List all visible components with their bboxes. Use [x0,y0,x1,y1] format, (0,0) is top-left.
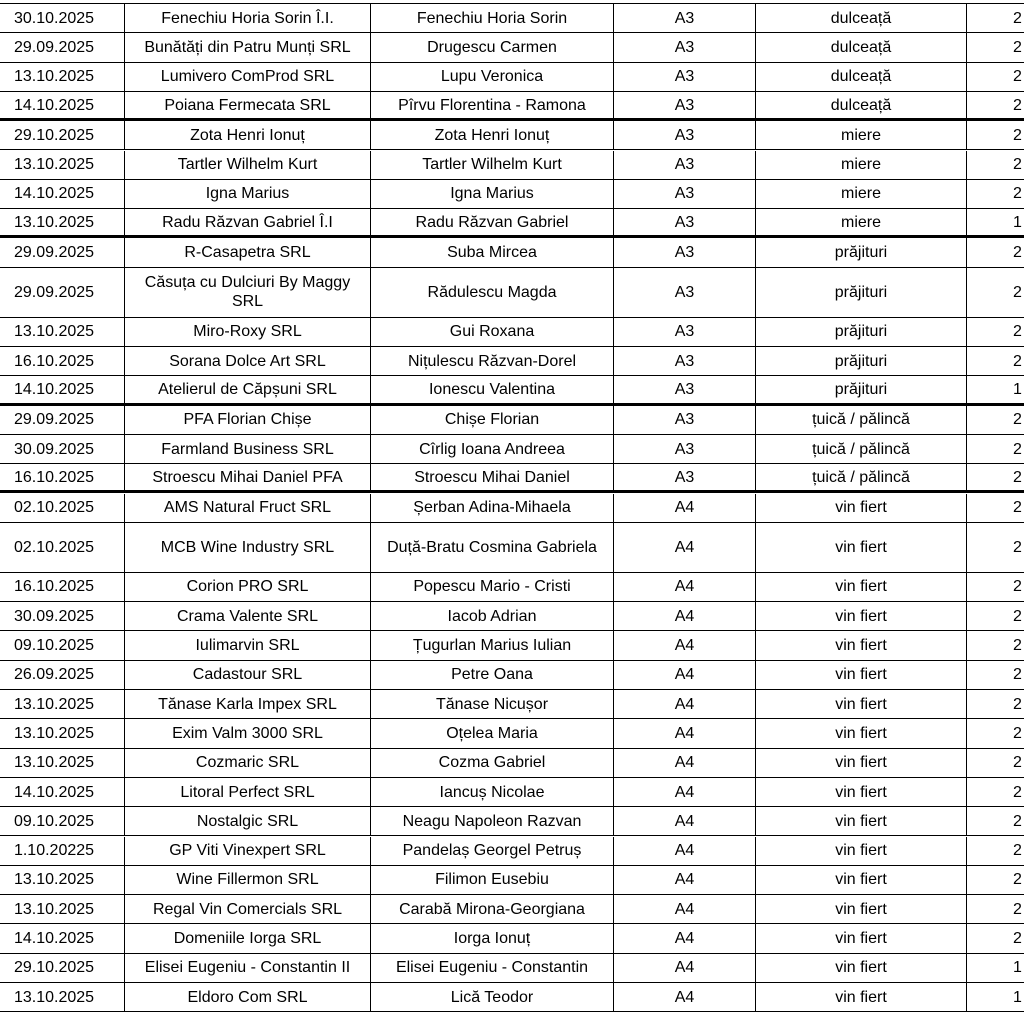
person-cell: Pandelaș Georgel Petruș [371,837,614,865]
company-cell: Cozmaric SRL [125,749,371,777]
company-cell: Bunătăți din Patru Munți SRL [125,33,371,61]
product-cell: dulceață [756,92,967,118]
quantity-cell: 2 [1013,283,1022,301]
category-cell: A4 [614,749,756,777]
product-cell: vin fiert [756,924,967,952]
category-cell: A4 [614,837,756,865]
product-cell: miere [756,151,967,179]
company-cell: Crama Valente SRL [125,602,371,630]
company-cell: GP Viti Vinexpert SRL [125,837,371,865]
table-row [0,983,1024,1012]
category-cell: A3 [614,268,756,317]
product-cell: miere [756,180,967,208]
product-cell: vin fiert [756,690,967,718]
person-cell: Lică Teodor [371,983,614,1011]
company-cell: Sorana Dolce Art SRL [125,347,371,375]
product-cell: vin fiert [756,523,967,572]
product-cell: vin fiert [756,807,967,835]
table-row [0,33,1024,62]
company-cell: Poiana Fermecata SRL [125,92,371,118]
company-cell: Stroescu Mihai Daniel PFA [125,464,371,490]
quantity-cell: 2 [1013,637,1022,655]
date-cell: 26.09.2025 [0,661,125,689]
date-cell: 13.10.2025 [0,983,125,1011]
product-cell: vin fiert [756,719,967,747]
product-cell: vin fiert [756,895,967,923]
product-cell: vin fiert [756,954,967,982]
category-cell: A4 [614,690,756,718]
date-cell: 29.09.2025 [0,406,125,434]
date-cell: 14.10.2025 [0,180,125,208]
quantity-cell: 1 [1013,380,1022,398]
category-cell: A4 [614,983,756,1011]
table-row [0,435,1024,464]
date-cell: 02.10.2025 [0,523,125,572]
quantity-cell: 2 [1013,871,1022,889]
product-cell: dulceață [756,33,967,61]
date-cell: 13.10.2025 [0,209,125,235]
quantity-cell: 2 [1013,411,1022,429]
date-cell: 02.10.2025 [0,494,125,522]
company-cell: Radu Răzvan Gabriel Î.I [125,209,371,235]
quantity-cell: 2 [1013,724,1022,742]
category-cell: A3 [614,376,756,402]
table-row [0,631,1024,660]
category-cell: A4 [614,573,756,601]
date-cell: 13.10.2025 [0,690,125,718]
person-cell: Drugescu Carmen [371,33,614,61]
category-cell: A3 [614,92,756,118]
category-cell: A4 [614,494,756,522]
quantity-cell: 2 [1013,156,1022,174]
product-cell: țuică / pălincă [756,435,967,463]
quantity-cell: 2 [1013,352,1022,370]
table-row [0,268,1024,318]
date-cell: 29.10.2025 [0,121,125,149]
product-cell: țuică / pălincă [756,406,967,434]
quantity-cell: 2 [1013,323,1022,341]
date-cell: 29.09.2025 [0,238,125,266]
date-cell: 16.10.2025 [0,573,125,601]
category-cell: A3 [614,406,756,434]
product-cell: vin fiert [756,661,967,689]
person-cell: Nițulescu Răzvan-Dorel [371,347,614,375]
person-cell: Zota Henri Ionuț [371,121,614,149]
date-cell: 14.10.2025 [0,778,125,806]
table-row [0,690,1024,719]
person-cell: Suba Mircea [371,238,614,266]
quantity-cell: 2 [1013,38,1022,56]
person-cell: Fenechiu Horia Sorin [371,4,614,32]
table-row [0,121,1024,150]
table-row [0,661,1024,690]
date-cell: 30.09.2025 [0,435,125,463]
quantity-cell: 2 [1013,468,1022,486]
person-cell: Tartler Wilhelm Kurt [371,151,614,179]
company-cell: Igna Marius [125,180,371,208]
person-cell: Popescu Mario - Cristi [371,573,614,601]
date-cell: 14.10.2025 [0,92,125,118]
product-cell: vin fiert [756,866,967,894]
category-cell: A3 [614,4,756,32]
quantity-cell: 2 [1013,9,1022,27]
date-cell: 16.10.2025 [0,464,125,490]
company-cell: R-Casapetra SRL [125,238,371,266]
person-cell: Lupu Veronica [371,63,614,91]
date-cell: 09.10.2025 [0,807,125,835]
company-cell: Fenechiu Horia Sorin Î.I. [125,4,371,32]
table-row [0,749,1024,778]
table-row [0,807,1024,836]
category-cell: A3 [614,435,756,463]
person-cell: Chișe Florian [371,406,614,434]
company-cell: Miro-Roxy SRL [125,318,371,346]
company-cell: Nostalgic SRL [125,807,371,835]
quantity-cell: 2 [1013,499,1022,517]
date-cell: 1.10.20225 [0,837,125,865]
person-cell: Țugurlan Marius Iulian [371,631,614,659]
company-cell: Domeniile Iorga SRL [125,924,371,952]
category-cell: A3 [614,209,756,235]
product-cell: dulceață [756,4,967,32]
company-cell: Lumivero ComProd SRL [125,63,371,91]
table-row [0,895,1024,924]
person-cell: Duță-Bratu Cosmina Gabriela [371,523,614,572]
product-cell: vin fiert [756,749,967,777]
person-cell: Gui Roxana [371,318,614,346]
table-row [0,494,1024,523]
table-row [0,63,1024,92]
category-cell: A3 [614,33,756,61]
table-row [0,376,1024,405]
company-cell: Atelierul de Căpșuni SRL [125,376,371,402]
product-cell: vin fiert [756,631,967,659]
person-cell: Neagu Napoleon Razvan [371,807,614,835]
product-cell: prăjituri [756,238,967,266]
category-cell: A4 [614,866,756,894]
product-cell: vin fiert [756,983,967,1011]
quantity-cell: 2 [1013,185,1022,203]
category-cell: A4 [614,778,756,806]
person-cell: Filimon Eusebiu [371,866,614,894]
category-cell: A4 [614,807,756,835]
person-cell: Iancuș Nicolae [371,778,614,806]
product-cell: vin fiert [756,602,967,630]
quantity-cell: 2 [1013,578,1022,596]
date-cell: 13.10.2025 [0,318,125,346]
company-cell: Elisei Eugeniu - Constantin II [125,954,371,982]
date-cell: 14.10.2025 [0,924,125,952]
table-row [0,837,1024,866]
category-cell: A4 [614,895,756,923]
company-cell: Litoral Perfect SRL [125,778,371,806]
company-cell: Exim Valm 3000 SRL [125,719,371,747]
person-cell: Petre Oana [371,661,614,689]
product-cell: miere [756,121,967,149]
company-cell: Tartler Wilhelm Kurt [125,151,371,179]
date-cell: 16.10.2025 [0,347,125,375]
date-cell: 14.10.2025 [0,376,125,402]
product-cell: vin fiert [756,778,967,806]
category-cell: A3 [614,121,756,149]
table-row [0,573,1024,602]
date-cell: 13.10.2025 [0,63,125,91]
table-row [0,209,1024,238]
table-row [0,719,1024,748]
date-cell: 13.10.2025 [0,719,125,747]
company-cell: Cadastour SRL [125,661,371,689]
person-cell: Stroescu Mihai Daniel [371,464,614,490]
company-cell: Wine Fillermon SRL [125,866,371,894]
table-row [0,464,1024,493]
product-cell: prăjituri [756,376,967,402]
category-cell: A4 [614,602,756,630]
product-cell: vin fiert [756,837,967,865]
quantity-cell: 2 [1013,244,1022,262]
product-cell: dulceață [756,63,967,91]
person-cell: Cîrlig Ioana Andreea [371,435,614,463]
company-cell: Farmland Business SRL [125,435,371,463]
product-cell: miere [756,209,967,235]
category-cell: A4 [614,523,756,572]
category-cell: A4 [614,661,756,689]
quantity-cell: 2 [1013,440,1022,458]
table-row [0,778,1024,807]
category-cell: A3 [614,238,756,266]
company-cell: Căsuța cu Dulciuri By Maggy SRL [125,268,371,317]
table-row [0,92,1024,121]
product-cell: prăjituri [756,268,967,317]
person-cell: Iacob Adrian [371,602,614,630]
table-row [0,4,1024,33]
person-cell: Oțelea Maria [371,719,614,747]
quantity-cell: 2 [1013,842,1022,860]
category-cell: A3 [614,318,756,346]
date-cell: 29.09.2025 [0,33,125,61]
product-cell: țuică / pălincă [756,464,967,490]
company-cell: PFA Florian Chișe [125,406,371,434]
product-cell: prăjituri [756,347,967,375]
table-top-border [0,3,1024,4]
person-cell: Pîrvu Florentina - Ramona [371,92,614,118]
quantity-cell: 1 [1013,213,1022,231]
table-row [0,347,1024,376]
category-cell: A3 [614,63,756,91]
date-cell: 13.10.2025 [0,895,125,923]
table-row [0,602,1024,631]
product-cell: vin fiert [756,573,967,601]
table-row [0,954,1024,983]
person-cell: Tănase Nicușor [371,690,614,718]
table-row [0,866,1024,895]
table-row [0,924,1024,953]
company-cell: MCB Wine Industry SRL [125,523,371,572]
category-cell: A4 [614,954,756,982]
quantity-cell: 2 [1013,607,1022,625]
table-row [0,406,1024,435]
category-cell: A4 [614,631,756,659]
quantity-cell: 2 [1013,538,1022,556]
person-cell: Șerban Adina-Mihaela [371,494,614,522]
company-cell: Iulimarvin SRL [125,631,371,659]
person-cell: Igna Marius [371,180,614,208]
table-row [0,180,1024,209]
date-cell: 13.10.2025 [0,151,125,179]
quantity-cell: 2 [1013,783,1022,801]
category-cell: A4 [614,924,756,952]
quantity-cell: 2 [1013,695,1022,713]
quantity-cell: 2 [1013,900,1022,918]
product-cell: prăjituri [756,318,967,346]
date-cell: 29.10.2025 [0,954,125,982]
category-cell: A3 [614,347,756,375]
date-cell: 13.10.2025 [0,866,125,894]
person-cell: Cozma Gabriel [371,749,614,777]
person-cell: Radu Răzvan Gabriel [371,209,614,235]
person-cell: Rădulescu Magda [371,268,614,317]
company-cell: Tănase Karla Impex SRL [125,690,371,718]
quantity-cell: 2 [1013,754,1022,772]
company-cell: Zota Henri Ionuț [125,121,371,149]
quantity-cell: 2 [1013,930,1022,948]
quantity-cell: 2 [1013,68,1022,86]
company-cell: Regal Vin Comercials SRL [125,895,371,923]
quantity-cell: 1 [1013,988,1022,1006]
person-cell: Iorga Ionuț [371,924,614,952]
quantity-cell: 1 [1013,959,1022,977]
date-cell: 30.10.2025 [0,4,125,32]
category-cell: A3 [614,464,756,490]
category-cell: A3 [614,180,756,208]
quantity-cell: 2 [1013,666,1022,684]
quantity-cell: 2 [1013,96,1022,114]
company-cell: Eldoro Com SRL [125,983,371,1011]
date-cell: 29.09.2025 [0,268,125,317]
table-row [0,318,1024,347]
date-cell: 09.10.2025 [0,631,125,659]
person-cell: Elisei Eugeniu - Constantin [371,954,614,982]
category-cell: A3 [614,151,756,179]
table-row [0,151,1024,180]
date-cell: 13.10.2025 [0,749,125,777]
date-cell: 30.09.2025 [0,602,125,630]
person-cell: Carabă Mirona-Georgiana [371,895,614,923]
quantity-cell: 2 [1013,812,1022,830]
table-row [0,523,1024,573]
company-cell: Corion PRO SRL [125,573,371,601]
person-cell: Ionescu Valentina [371,376,614,402]
product-cell: vin fiert [756,494,967,522]
category-cell: A4 [614,719,756,747]
table-row [0,238,1024,267]
quantity-cell: 2 [1013,126,1022,144]
company-cell: AMS Natural Fruct SRL [125,494,371,522]
